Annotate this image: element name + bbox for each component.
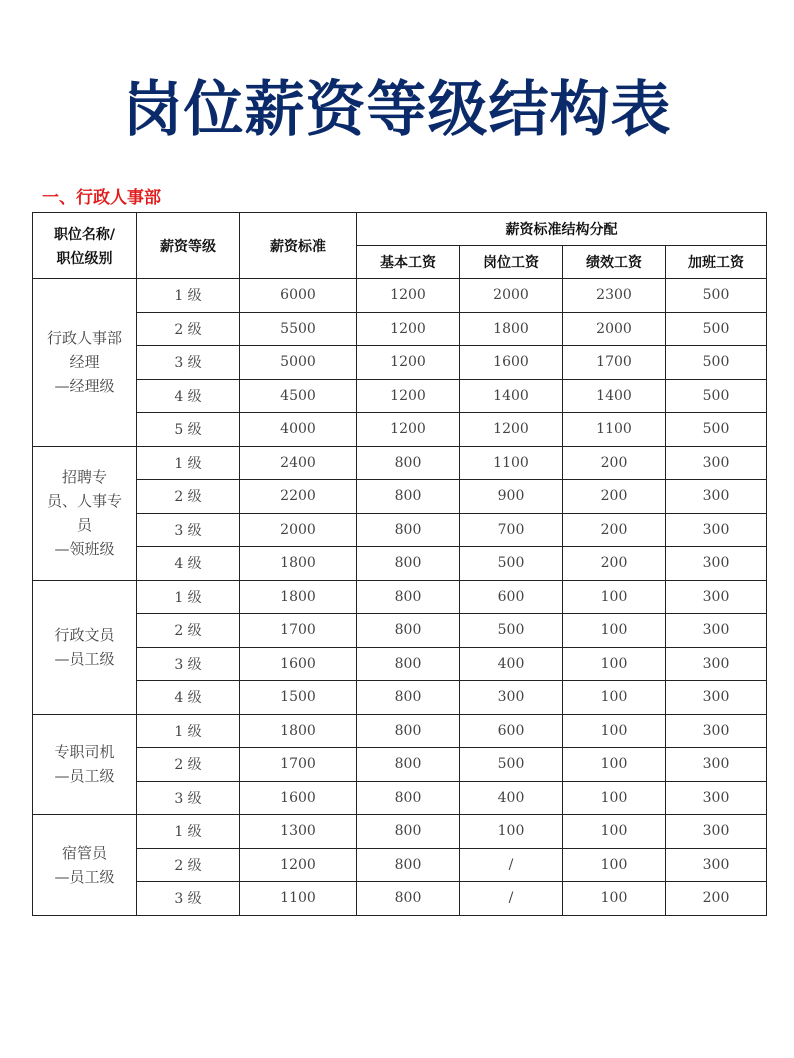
performance-cell: 100 <box>563 714 666 748</box>
grade-cell: 3 级 <box>137 346 240 380</box>
position-name-line: 员、人事专 <box>46 492 122 510</box>
overtime-cell: 300 <box>666 647 767 681</box>
performance-cell: 100 <box>563 614 666 648</box>
overtime-cell: 500 <box>666 279 767 313</box>
post-cell: 1100 <box>460 446 563 480</box>
position-name-line: 行政文员 <box>54 626 115 644</box>
position-name-line: —经理级 <box>54 377 115 396</box>
header-overtime: 加班工资 <box>666 246 767 279</box>
performance-cell: 200 <box>563 513 666 547</box>
performance-cell: 1700 <box>563 346 666 380</box>
salary-table <box>32 212 767 916</box>
standard-cell: 1800 <box>240 714 357 748</box>
overtime-cell: 500 <box>666 379 767 413</box>
standard-cell: 1100 <box>240 882 357 916</box>
overtime-cell: 300 <box>666 580 767 614</box>
table-row <box>33 446 767 480</box>
post-cell: 900 <box>460 480 563 514</box>
basic-cell: 1200 <box>357 379 460 413</box>
basic-cell: 1200 <box>357 346 460 380</box>
post-cell: 600 <box>460 580 563 614</box>
standard-cell: 1300 <box>240 815 357 849</box>
table-row <box>33 748 767 782</box>
standard-cell: 2400 <box>240 446 357 480</box>
position-name-cell <box>33 815 137 916</box>
basic-cell: 800 <box>357 480 460 514</box>
standard-cell: 4000 <box>240 413 357 447</box>
grade-cell: 2 级 <box>137 614 240 648</box>
header-post: 岗位工资 <box>460 246 563 279</box>
post-cell: 400 <box>460 781 563 815</box>
table-row <box>33 513 767 547</box>
performance-cell: 1400 <box>563 379 666 413</box>
overtime-cell: 300 <box>666 513 767 547</box>
overtime-cell: 300 <box>666 781 767 815</box>
grade-cell: 3 级 <box>137 882 240 916</box>
table-row <box>33 848 767 882</box>
post-cell: 400 <box>460 647 563 681</box>
grade-cell: 2 级 <box>137 312 240 346</box>
header-position <box>33 213 137 279</box>
position-name-line: 宿管员 <box>61 843 107 862</box>
basic-cell: 800 <box>357 614 460 648</box>
table-row <box>33 714 767 748</box>
basic-cell: 800 <box>357 446 460 480</box>
grade-cell: 3 级 <box>137 513 240 547</box>
standard-cell: 1200 <box>240 848 357 882</box>
performance-cell: 1100 <box>563 413 666 447</box>
performance-cell: 100 <box>563 681 666 715</box>
overtime-cell: 200 <box>666 882 767 916</box>
header-position-line1: 职位名称/ <box>53 226 116 243</box>
post-cell: / <box>460 848 563 882</box>
position-name-cell <box>33 714 137 815</box>
header-grade: 薪资等级 <box>137 213 240 279</box>
grade-cell: 4 级 <box>137 547 240 581</box>
overtime-cell: 300 <box>666 815 767 849</box>
overtime-cell: 300 <box>666 547 767 581</box>
standard-cell: 1500 <box>240 681 357 715</box>
basic-cell: 800 <box>357 748 460 782</box>
grade-cell: 4 级 <box>137 681 240 715</box>
standard-cell: 4500 <box>240 379 357 413</box>
post-cell: 600 <box>460 714 563 748</box>
post-cell: 300 <box>460 681 563 715</box>
performance-cell: 2300 <box>563 279 666 313</box>
post-cell: 1800 <box>460 312 563 346</box>
grade-cell: 1 级 <box>137 446 240 480</box>
performance-cell: 2000 <box>563 312 666 346</box>
overtime-cell: 300 <box>666 748 767 782</box>
section-heading: 一、行政人事部 <box>42 188 161 208</box>
grade-cell: 5 级 <box>137 413 240 447</box>
post-cell: 1600 <box>460 346 563 380</box>
standard-cell: 2200 <box>240 480 357 514</box>
overtime-cell: 300 <box>666 446 767 480</box>
position-name-line: —员工级 <box>54 767 115 786</box>
position-name-line: 员 <box>76 516 92 534</box>
grade-cell: 2 级 <box>137 848 240 882</box>
standard-cell: 2000 <box>240 513 357 547</box>
grade-cell: 2 级 <box>137 480 240 514</box>
standard-cell: 1800 <box>240 547 357 581</box>
basic-cell: 1200 <box>357 312 460 346</box>
performance-cell: 200 <box>563 446 666 480</box>
table-body <box>33 279 767 916</box>
grade-cell: 2 级 <box>137 748 240 782</box>
table-row <box>33 346 767 380</box>
overtime-cell: 300 <box>666 614 767 648</box>
grade-cell: 3 级 <box>137 647 240 681</box>
performance-cell: 100 <box>563 815 666 849</box>
basic-cell: 1200 <box>357 279 460 313</box>
basic-cell: 800 <box>357 513 460 547</box>
standard-cell: 1600 <box>240 647 357 681</box>
position-name-line: 行政人事部 <box>46 329 122 348</box>
post-cell: / <box>460 882 563 916</box>
table-row <box>33 580 767 614</box>
grade-cell: 1 级 <box>137 714 240 748</box>
grade-cell: 3 级 <box>137 781 240 815</box>
overtime-cell: 300 <box>666 480 767 514</box>
grade-cell: 1 级 <box>137 815 240 849</box>
overtime-cell: 300 <box>666 848 767 882</box>
standard-cell: 6000 <box>240 279 357 313</box>
performance-cell: 200 <box>563 547 666 581</box>
overtime-cell: 500 <box>666 413 767 447</box>
header-performance: 绩效工资 <box>563 246 666 279</box>
performance-cell: 100 <box>563 781 666 815</box>
basic-cell: 800 <box>357 882 460 916</box>
position-name-cell <box>33 279 137 447</box>
performance-cell: 100 <box>563 848 666 882</box>
post-cell: 700 <box>460 513 563 547</box>
post-cell: 2000 <box>460 279 563 313</box>
table-row <box>33 379 767 413</box>
performance-cell: 100 <box>563 748 666 782</box>
table-row <box>33 614 767 648</box>
standard-cell: 1700 <box>240 748 357 782</box>
basic-cell: 800 <box>357 815 460 849</box>
post-cell: 500 <box>460 748 563 782</box>
table-row <box>33 279 767 313</box>
table-row <box>33 815 767 849</box>
table-row <box>33 480 767 514</box>
header-standard: 薪资标准 <box>240 213 357 279</box>
standard-cell: 5500 <box>240 312 357 346</box>
position-name-line: 专职司机 <box>54 743 115 762</box>
position-name-cell <box>33 580 137 714</box>
performance-cell: 200 <box>563 480 666 514</box>
standard-cell: 1800 <box>240 580 357 614</box>
grade-cell: 1 级 <box>137 279 240 313</box>
basic-cell: 800 <box>357 647 460 681</box>
basic-cell: 800 <box>357 714 460 748</box>
table-row <box>33 681 767 715</box>
header-position-line2: 职位级别 <box>56 250 113 267</box>
post-cell: 1200 <box>460 413 563 447</box>
header-basic: 基本工资 <box>357 246 460 279</box>
table-row <box>33 413 767 447</box>
position-name-line: —员工级 <box>54 650 115 668</box>
position-name-line: 经理 <box>69 353 100 372</box>
basic-cell: 800 <box>357 681 460 715</box>
position-name-cell <box>33 446 137 580</box>
table-row <box>33 781 767 815</box>
table-row <box>33 882 767 916</box>
header-structure: 薪资标准结构分配 <box>357 213 767 246</box>
post-cell: 1400 <box>460 379 563 413</box>
overtime-cell: 300 <box>666 681 767 715</box>
table-row <box>33 647 767 681</box>
basic-cell: 800 <box>357 848 460 882</box>
performance-cell: 100 <box>563 647 666 681</box>
table-row <box>33 312 767 346</box>
position-name-line: —领班级 <box>54 540 115 558</box>
performance-cell: 100 <box>563 882 666 916</box>
standard-cell: 5000 <box>240 346 357 380</box>
overtime-cell: 500 <box>666 312 767 346</box>
position-name-line: —员工级 <box>54 867 115 886</box>
grade-cell: 1 级 <box>137 580 240 614</box>
overtime-cell: 300 <box>666 714 767 748</box>
grade-cell: 4 级 <box>137 379 240 413</box>
standard-cell: 1600 <box>240 781 357 815</box>
performance-cell: 100 <box>563 580 666 614</box>
basic-cell: 800 <box>357 580 460 614</box>
basic-cell: 800 <box>357 547 460 581</box>
position-name-line: 招聘专 <box>61 468 107 486</box>
page-title: 岗位薪资等级结构表 <box>122 75 672 145</box>
post-cell: 500 <box>460 547 563 581</box>
post-cell: 500 <box>460 614 563 648</box>
basic-cell: 800 <box>357 781 460 815</box>
standard-cell: 1700 <box>240 614 357 648</box>
overtime-cell: 500 <box>666 346 767 380</box>
table-row <box>33 547 767 581</box>
post-cell: 100 <box>460 815 563 849</box>
basic-cell: 1200 <box>357 413 460 447</box>
